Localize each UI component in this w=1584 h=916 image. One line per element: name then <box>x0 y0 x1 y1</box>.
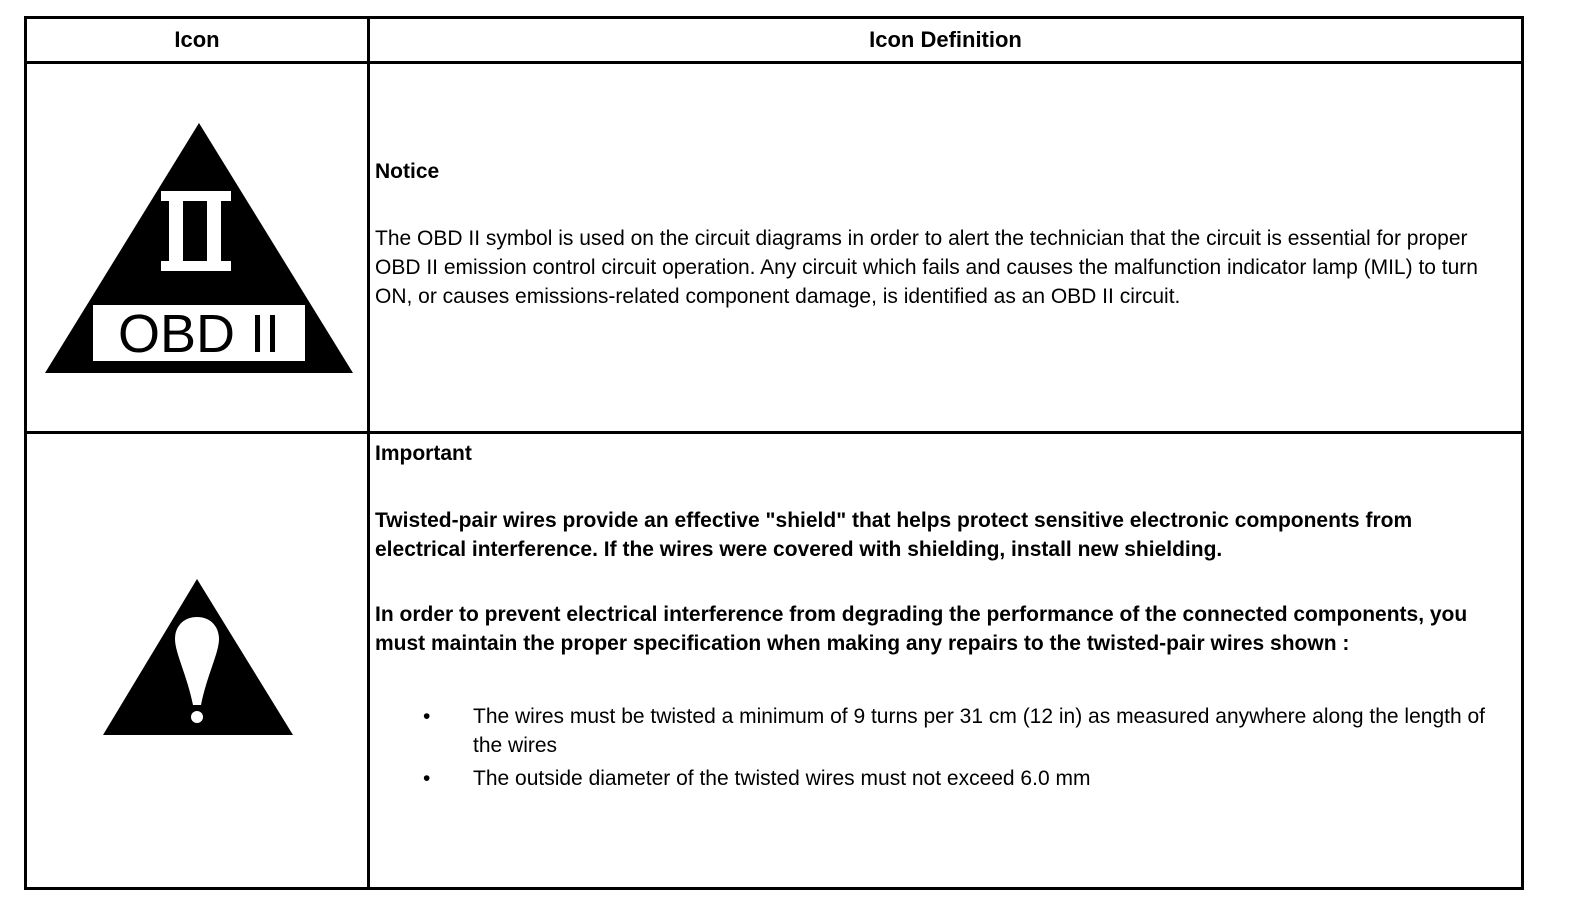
list-item <box>375 764 1491 793</box>
warning-triangle-icon <box>101 577 297 737</box>
list-item-text: The wires must be twisted a minimum of 9 turns per 31 cm (12 in) as measured anywhere along the length of the wires <box>473 705 1485 757</box>
obd-ii-label: OBD II <box>117 304 281 364</box>
important-definition <box>375 439 1491 793</box>
important-title: Important <box>375 442 472 465</box>
row-divider <box>27 431 1521 434</box>
specification-list <box>375 702 1491 793</box>
header-divider <box>27 61 1521 64</box>
bullet-icon: • <box>423 705 431 728</box>
column-divider <box>367 19 370 887</box>
notice-title: Notice <box>375 160 440 183</box>
notice-paragraph: The OBD II symbol is used on the circuit diagrams in order to alert the technician that the circuit is essential for proper OBD II emission control circuit operation. Any circuit which fails and causes the malfunction indicator lamp (MIL) to turn ON, or causes emissions-related component damage, is identified as an OBD II circuit. <box>375 227 1478 308</box>
header-icon-column: Icon <box>174 27 220 52</box>
list-item <box>375 702 1491 760</box>
obd-ii-triangle-icon <box>41 119 357 375</box>
important-paragraph-2: In order to prevent electrical interference from degrading the performance of the connected components, you must maintain the proper specification when making any repairs to the twisted-pair wires shown : <box>375 603 1468 655</box>
notice-definition <box>375 157 1491 311</box>
important-paragraph-1: Twisted-pair wires provide an effective "shield" that helps protect sensitive electronic components from electrical interference. If the wires were covered with shielding, install new shielding. <box>375 509 1413 561</box>
list-item-text: The outside diameter of the twisted wires must not exceed 6.0 mm <box>473 767 1091 790</box>
icon-definition-table <box>24 16 1524 890</box>
bullet-icon: • <box>423 767 431 790</box>
header-definition-column: Icon Definition <box>869 27 1022 52</box>
